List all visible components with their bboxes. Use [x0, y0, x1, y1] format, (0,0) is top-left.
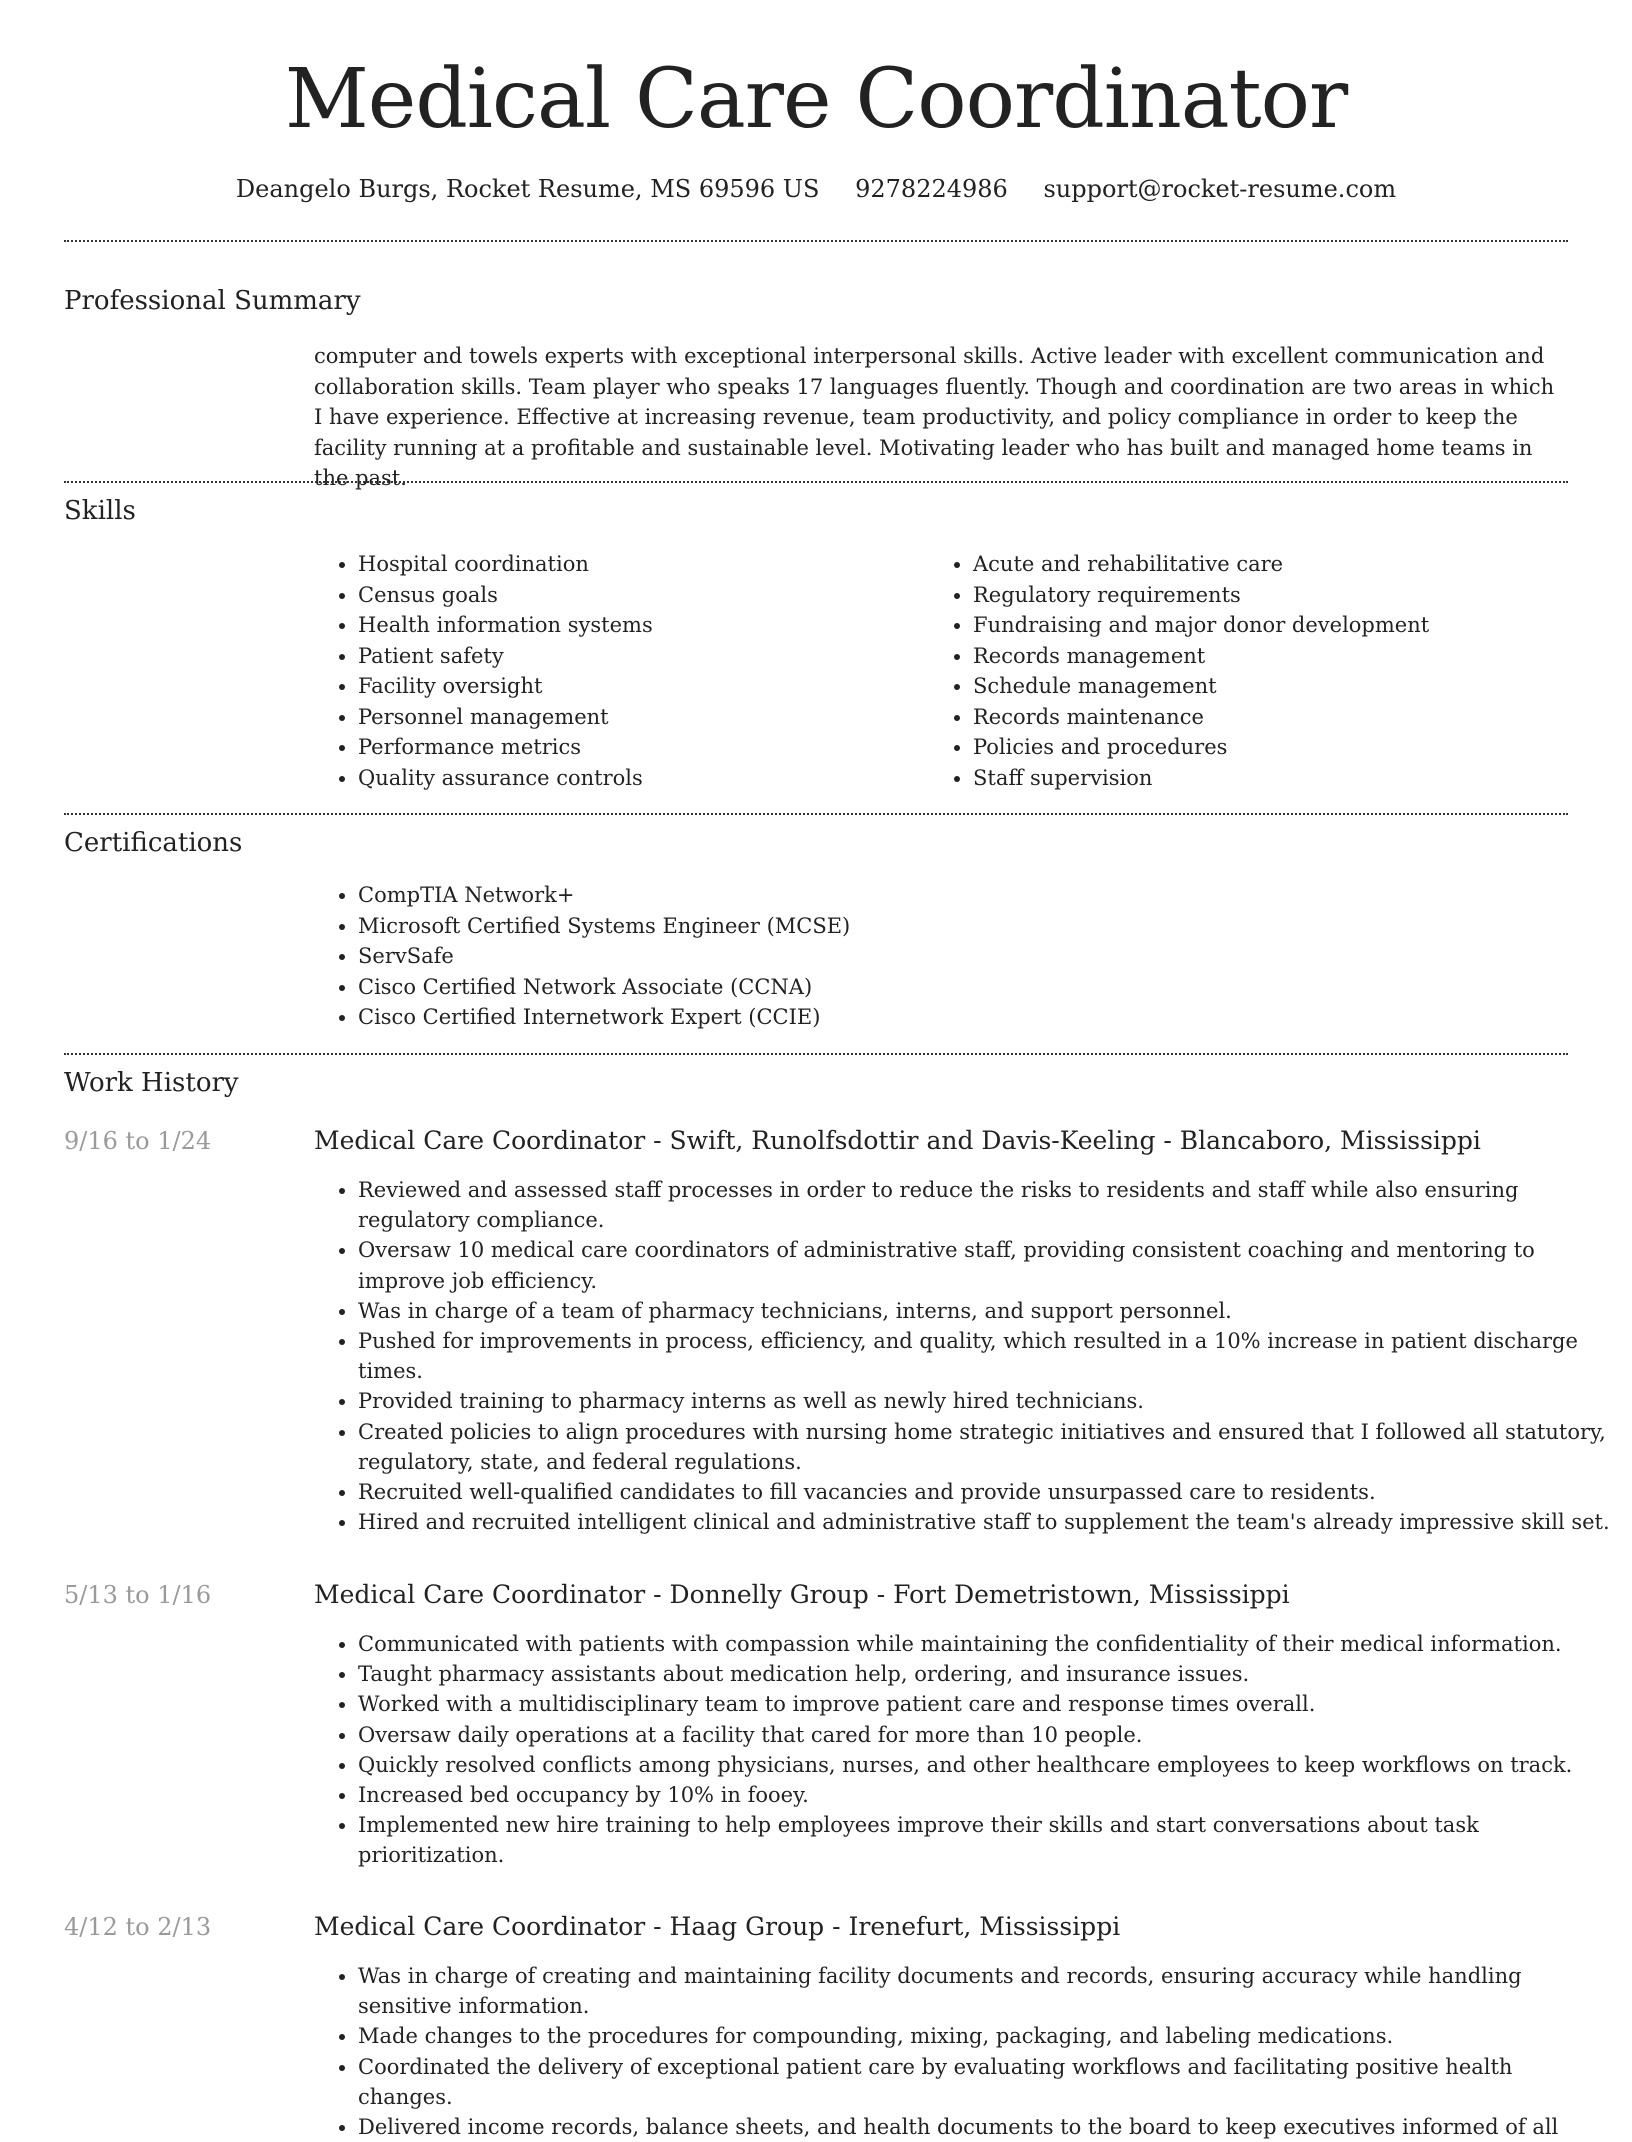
skill-item: • Quality assurance controls	[358, 763, 958, 794]
skill-item: • Records management	[973, 641, 1573, 672]
job-bullet: • Was in charge of a team of pharmacy technicians, interns, and support personnel.	[358, 1296, 1612, 1326]
certification-item: • Cisco Certified Network Associate (CCNA)	[358, 972, 1258, 1003]
job-bullet: • Implemented new hire training to help employees improve their skills and start conversations about task prioritization.	[358, 1810, 1612, 1870]
job-title: Medical Care Coordinator - Haag Group - Irenefurt, Mississippi	[314, 1912, 1121, 1941]
skill-item: • Hospital coordination	[358, 549, 958, 580]
skill-item: • Regulatory requirements	[973, 580, 1573, 611]
job-bullet: • Delivered income records, balance sheets, and health documents to the board to keep executives informed of all	[358, 2112, 1612, 2142]
skill-item: • Staff supervision	[973, 763, 1573, 794]
job-bullet: • Communicated with patients with compassion while maintaining the confidentiality of their medical information.	[358, 1629, 1612, 1659]
certification-item: • CompTIA Network+	[358, 880, 1258, 911]
skill-item: • Fundraising and major donor development	[973, 610, 1573, 641]
job-bullet: • Made changes to the procedures for compounding, mixing, packaging, and labeling medications.	[358, 2021, 1612, 2051]
certifications-heading: Certifications	[64, 828, 243, 858]
section-divider	[64, 1053, 1568, 1055]
job-bullets	[314, 1629, 1612, 1871]
work-history-heading: Work History	[64, 1068, 239, 1098]
job-bullet: • Oversaw 10 medical care coordinators of administrative staff, providing consistent coaching and mentoring to improve job efficiency.	[358, 1235, 1612, 1295]
skill-item: • Census goals	[358, 580, 958, 611]
job-bullet: • Created policies to align procedures with nursing home strategic initiatives and ensured that I followed all statutory, regulatory, state, and federal regulations.	[358, 1417, 1612, 1477]
contact-line	[0, 172, 1632, 206]
contact-email: support@rocket-resume.com	[1043, 175, 1397, 203]
skills-heading: Skills	[64, 496, 136, 526]
skill-item: • Records maintenance	[973, 702, 1573, 733]
job-bullet: • Recruited well-qualified candidates to fill vacancies and provide unsurpassed care to residents.	[358, 1477, 1612, 1507]
job-bullet: • Oversaw daily operations at a facility that cared for more than 10 people.	[358, 1720, 1612, 1750]
job-bullet: • Was in charge of creating and maintaining facility documents and records, ensuring accuracy while handling sensitive information.	[358, 1961, 1612, 2021]
job-dates: 9/16 to 1/24	[64, 1127, 212, 1155]
skill-item: • Acute and rehabilitative care	[973, 549, 1573, 580]
skills-list-left	[314, 549, 958, 793]
job-bullet: • Hired and recruited intelligent clinical and administrative staff to supplement the team's already impressive skill set.	[358, 1507, 1612, 1537]
job-title: Medical Care Coordinator - Donnelly Group - Fort Demetristown, Mississippi	[314, 1580, 1290, 1609]
job-bullet: • Quickly resolved conflicts among physicians, nurses, and other healthcare employees to keep workflows on track.	[358, 1750, 1612, 1780]
section-divider	[64, 240, 1568, 242]
skill-item: • Schedule management	[973, 671, 1573, 702]
skill-item: • Facility oversight	[358, 671, 958, 702]
certification-item: • Cisco Certified Internetwork Expert (CCIE)	[358, 1002, 1258, 1033]
section-divider	[64, 813, 1568, 815]
skill-item: • Personnel management	[358, 702, 958, 733]
certifications-list	[314, 880, 1258, 1033]
resume-title: Medical Care Coordinator	[284, 52, 1348, 147]
job-bullet: • Pushed for improvements in process, efficiency, and quality, which resulted in a 10% increase in patient discharge times.	[358, 1326, 1612, 1386]
contact-address: Deangelo Burgs, Rocket Resume, MS 69596 US	[235, 175, 820, 203]
job-bullets	[314, 1175, 1612, 1537]
section-divider	[64, 481, 1568, 483]
job-title: Medical Care Coordinator - Swift, Runolfsdottir and Davis-Keeling - Blancaboro, Mississippi	[314, 1126, 1481, 1155]
job-bullet: • Increased bed occupancy by 10% in fooey.	[358, 1780, 1612, 1810]
skills-list-right	[929, 549, 1573, 793]
job-bullet: • Provided training to pharmacy interns as well as newly hired technicians.	[358, 1386, 1612, 1416]
summary-heading: Professional Summary	[64, 286, 361, 316]
contact-phone: 9278224986	[855, 175, 1008, 203]
summary-text: computer and towels experts with exceptional interpersonal skills. Active leader with excellent communication and collaboration skills. Team player who speaks 17 languages fluently. Though and coordination are two areas in which I have experience. Effective at increasing revenue, team productivity, and policy compliance in order to keep the facility running at a profitable and sustainable level. Motivating leader who has built and managed home teams in the past.	[314, 344, 1555, 490]
job-bullet: • Taught pharmacy assistants about medication help, ordering, and insurance issues.	[358, 1659, 1612, 1689]
job-bullet: • Coordinated the delivery of exceptional patient care by evaluating workflows and facilitating positive health changes.	[358, 2052, 1612, 2112]
skill-item: • Health information systems	[358, 610, 958, 641]
skill-item: • Performance metrics	[358, 732, 958, 763]
skill-item: • Patient safety	[358, 641, 958, 672]
certification-item: • Microsoft Certified Systems Engineer (MCSE)	[358, 911, 1258, 942]
job-bullets	[314, 1961, 1612, 2142]
certification-item: • ServSafe	[358, 941, 1258, 972]
skill-item: • Policies and procedures	[973, 732, 1573, 763]
job-bullet: • Worked with a multidisciplinary team to improve patient care and response times overall.	[358, 1689, 1612, 1719]
job-bullet: • Reviewed and assessed staff processes in order to reduce the risks to residents and staff while also ensuring regulatory compliance.	[358, 1175, 1612, 1235]
job-dates: 5/13 to 1/16	[64, 1581, 212, 1609]
job-dates: 4/12 to 2/13	[64, 1913, 212, 1941]
